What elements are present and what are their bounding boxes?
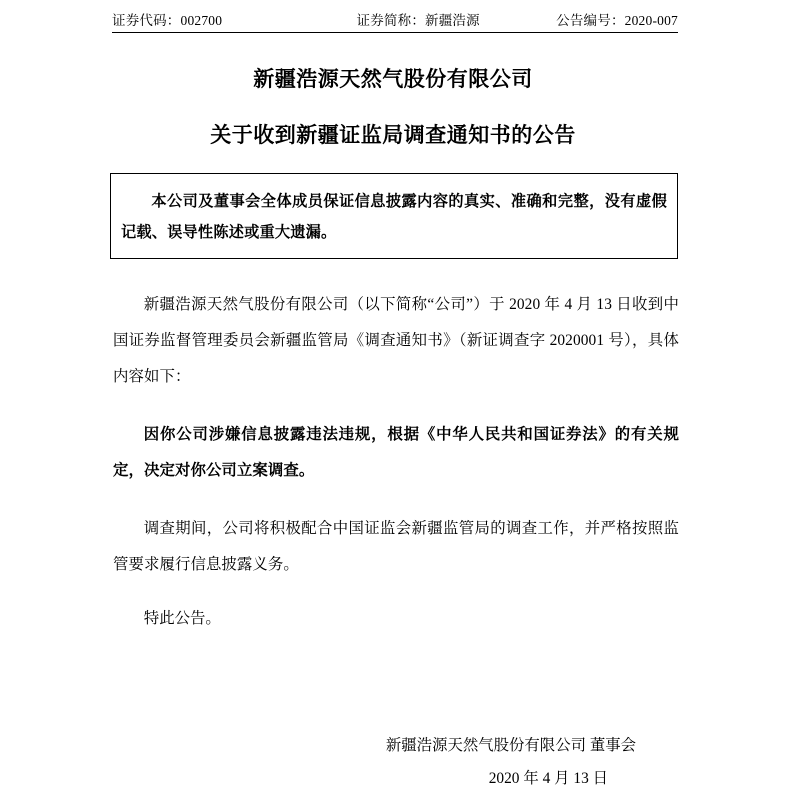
- closing-statement: 特此公告。: [143, 610, 221, 627]
- security-abbreviation-label: 证券简称：: [356, 13, 426, 28]
- body-paragraph-3: 调查期间，公司将积极配合中国证监会新疆监管局的调查工作，并严格按照监管要求履行信息披露义务。: [113, 520, 679, 573]
- disclosure-statement-box: [110, 173, 678, 259]
- announcement-number-value: 2020-007: [624, 13, 678, 28]
- document-body: [113, 287, 679, 583]
- security-code-label: 证券代码：: [112, 13, 181, 28]
- header-divider-rule: [112, 32, 678, 33]
- announcement-number-field: [556, 12, 678, 30]
- signature-issuer: 新疆浩源天然气股份有限公司 董事会: [385, 737, 636, 754]
- signature-block: [113, 729, 636, 795]
- security-code-value: 002700: [180, 13, 223, 28]
- security-abbreviation-field: [357, 12, 480, 30]
- signature-date: 2020 年 4 月 13 日: [488, 770, 608, 787]
- security-code-field: [112, 12, 222, 30]
- document-running-header: [112, 12, 678, 30]
- announcement-subject-title: 关于收到新疆证监局调查通知书的公告: [210, 123, 576, 147]
- body-paragraph-1: 新疆浩源天然气股份有限公司（以下简称“公司”）于 2020 年 4 月 13 日收到中国证券监督管理委员会新疆监管局《调查通知书》（新证调查字 2020001 号），具体内容如下：: [113, 296, 679, 385]
- security-abbreviation-value: 新疆浩源: [425, 13, 480, 28]
- title-block: [0, 62, 786, 152]
- disclosure-statement-text: 本公司及董事会全体成员保证信息披露内容的真实、准确和完整，没有虚假记载、误导性陈述或重大遗漏。: [121, 193, 667, 241]
- announcement-number-label: 公告编号：: [556, 13, 625, 28]
- company-name-title: 新疆浩源天然气股份有限公司: [253, 67, 533, 91]
- body-paragraph-2: 因你公司涉嫌信息披露违法违规，根据《中华人民共和国证券法》的有关规定，决定对你公司立案调查。: [113, 426, 679, 479]
